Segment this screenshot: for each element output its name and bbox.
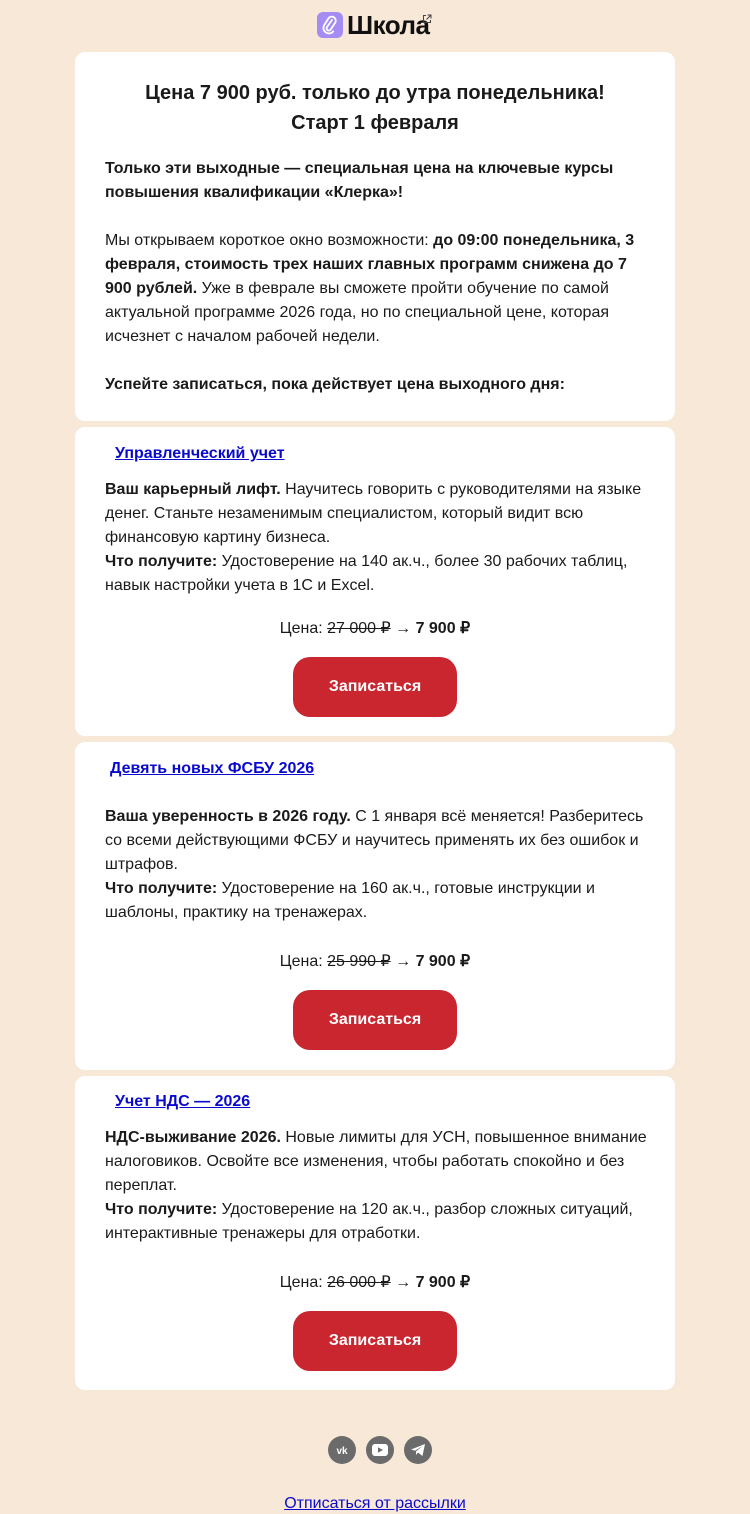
course-description: Ваш карьерный лифт. Научитесь говорить с руководителями на языке денег. Станьте незаменимым специалистом, который видит всю финансовую картину бизнеса. Что получите: Удостоверение на 140 ак.ч., более 30 рабочих таблиц, навык настройки учета в 1С и Excel. [105,481,642,594]
logo-text: Школа [347,10,430,40]
old-price: 26 000 ₽ [327,1274,391,1291]
course-card-vat [75,1076,675,1390]
telegram-icon[interactable] [404,1436,432,1464]
course-price: Цена: 26 000 ₽ → 7 900 ₽ [279,1274,471,1291]
course-description: НДС-выживание 2026. Новые лимиты для УСН, повышенное внимание налоговиков. Освойте все изменения, чтобы работать спокойно и без переплат. Что получите: Удостоверение на 120 ак.ч., разбор сложных ситуаций, интерактивные тренажеры для отработки. [105,1129,647,1242]
svg-text:vk: vk [336,1446,348,1455]
course-card-management-accounting [75,427,675,736]
intro-lead: Только эти выходные — специальная цена на ключевые курсы повышения квалификации «Клерка»! [105,160,614,201]
external-link-icon[interactable] [422,11,432,29]
intro-body: Мы открываем короткое окно возможности: до 09:00 понедельника, 3 февраля, стоимость трех наших главных программ снижена до 7 900 рублей. Уже в феврале вы сможете пройти обучение по самой актуальной программе 2026 года, но по специальной цене, которая исчезнет с началом рабочей недели. [105,232,635,345]
new-price: 7 900 ₽ [415,1274,471,1291]
paperclip-icon [317,12,343,38]
enroll-button[interactable]: Записаться [293,990,457,1050]
page-title: Цена 7 900 руб. только до утра понедельника! Старт 1 февраля [145,82,605,134]
intro-cta: Успейте записаться, пока действует цена выходного дня: [105,376,565,393]
intro-card [75,52,675,421]
course-card-fsbu [75,742,675,1070]
enroll-button[interactable]: Записаться [293,1311,457,1371]
course-title-link[interactable]: Учет НДС — 2026 [115,1093,251,1110]
old-price: 27 000 ₽ [327,620,391,637]
old-price: 25 990 ₽ [327,953,391,970]
new-price: 7 900 ₽ [415,953,471,970]
course-price: Цена: 27 000 ₽ → 7 900 ₽ [279,620,471,637]
new-price: 7 900 ₽ [415,620,471,637]
header [0,0,750,52]
course-title-link[interactable]: Управленческий учет [115,445,285,462]
enroll-button[interactable]: Записаться [293,657,457,717]
vk-icon[interactable] [328,1436,356,1464]
course-title-link[interactable]: Девять новых ФСБУ 2026 [110,760,315,777]
course-price: Цена: 25 990 ₽ → 7 900 ₽ [279,953,471,970]
youtube-icon[interactable] [366,1436,394,1464]
logo[interactable] [317,12,430,38]
unsubscribe-link[interactable]: Отписаться от рассылки [284,1495,466,1512]
course-description: Ваша уверенность в 2026 году. С 1 января всё меняется! Разберитесь со всеми действующими ФСБУ и научитесь применять их без ошибок и штрафов. Что получите: Удостоверение на 160 ак.ч., готовые инструкции и шаблоны, практику на тренажерах. [105,808,644,921]
social-links [328,1436,432,1464]
